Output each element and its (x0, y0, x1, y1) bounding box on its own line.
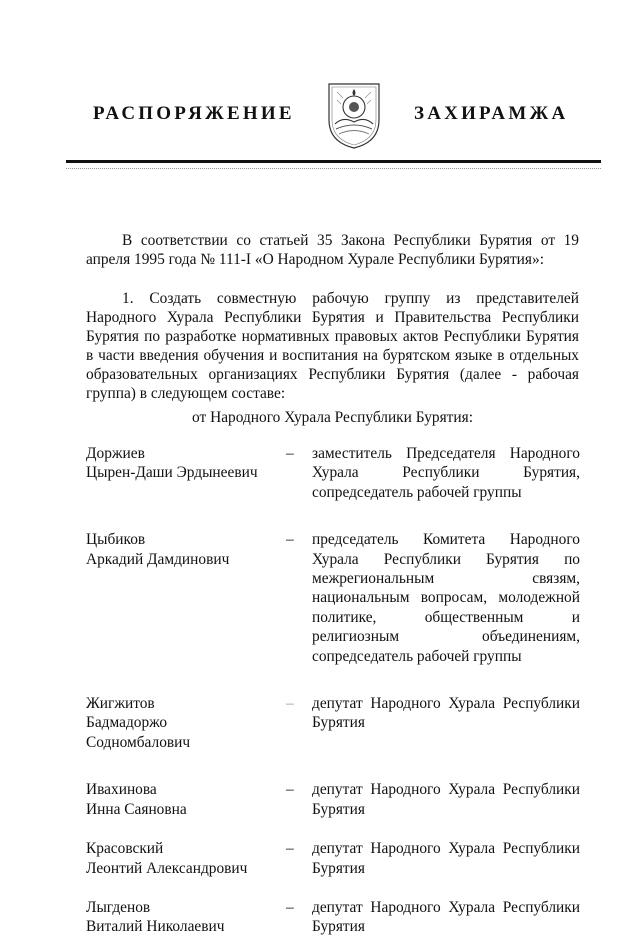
member-row (86, 694, 586, 752)
member-role: депутат Народного Хурала Республики Бурятия (312, 781, 580, 818)
member-surname: Цыбиков (86, 531, 146, 549)
member-surname: Жигжитов (86, 695, 155, 713)
member-role: депутат Народного Хурала Республики Бурятия (312, 840, 580, 877)
member-surname: Доржиев (86, 445, 145, 462)
member-name (86, 530, 286, 666)
member-given-name: Аркадий Дамдинович (86, 550, 230, 568)
member-dash: – (286, 531, 294, 549)
member-surname: Лыгденов (86, 898, 151, 916)
member-name (86, 694, 286, 752)
member-dash: – (286, 781, 294, 799)
intro-paragraph: В соответствии со статьей 35 Закона Республики Бурятия от 19 апреля 1995 года № 111-I «О Народном Хурале Республики Бурятия»: (86, 232, 579, 268)
member-name (86, 780, 286, 819)
header-divider (66, 160, 601, 163)
member-row (86, 839, 586, 878)
member-dash: – (286, 695, 294, 713)
document-title-russian: РАСПОРЯЖЕНИЕ (93, 103, 295, 124)
member-row (86, 780, 586, 819)
member-row (86, 530, 586, 666)
members-list (86, 444, 586, 937)
member-name (86, 444, 286, 502)
item-1-paragraph: 1. Создать совместную рабочую группу из представителей Народного Хурала Республики Бурятия и Правительства Республики Бурятия по разработке нормативных правовых актов Республики Бурятия в части введения обучения и воспитания на бурятском языке в отдельных образовательных организациях Республики Бурятия (далее - рабочая группа) в следующем составе: (86, 290, 579, 402)
member-given-name: Виталий Николаевич (86, 918, 225, 936)
member-name (86, 839, 286, 878)
member-name (86, 898, 286, 937)
member-role: заместитель Председателя Народного Хурала Республики Бурятия, сопредседатель рабочей группы (312, 445, 580, 501)
member-surname: Ивахинова (86, 781, 157, 799)
header-dotted-line (66, 168, 601, 169)
document-title-buryat: ЗАХИРАМЖА (414, 103, 569, 124)
member-role: депутат Народного Хурала Республики Бурятия (312, 898, 580, 936)
member-dash: – (286, 840, 294, 858)
section-title: от Народного Хурала Республики Бурятия: (192, 409, 473, 426)
document-header (0, 0, 640, 160)
member-row (86, 444, 586, 502)
member-surname: Красовский (86, 840, 164, 858)
member-dash: – (286, 898, 294, 916)
member-given-name: Леонтий Александрович (86, 859, 248, 877)
member-given-name: Бадмадоржо Содномбалович (86, 714, 191, 751)
member-dash: – (286, 445, 294, 462)
member-role: депутат Народного Хурала Республики Бурятия (312, 695, 580, 732)
member-row (86, 898, 586, 937)
coat-of-arms-buryatia-icon (323, 80, 385, 150)
member-role: председатель Комитета Народного Хурала Республики Бурятия по межрегиональным связям, национальным вопросам, молодежной политике, общественным и религиозным объединениям, сопредседатель рабочей группы (312, 531, 580, 665)
member-given-name: Инна Саяновна (86, 800, 187, 818)
member-given-name: Цырен-Даши Эрдынеевич (86, 464, 258, 482)
